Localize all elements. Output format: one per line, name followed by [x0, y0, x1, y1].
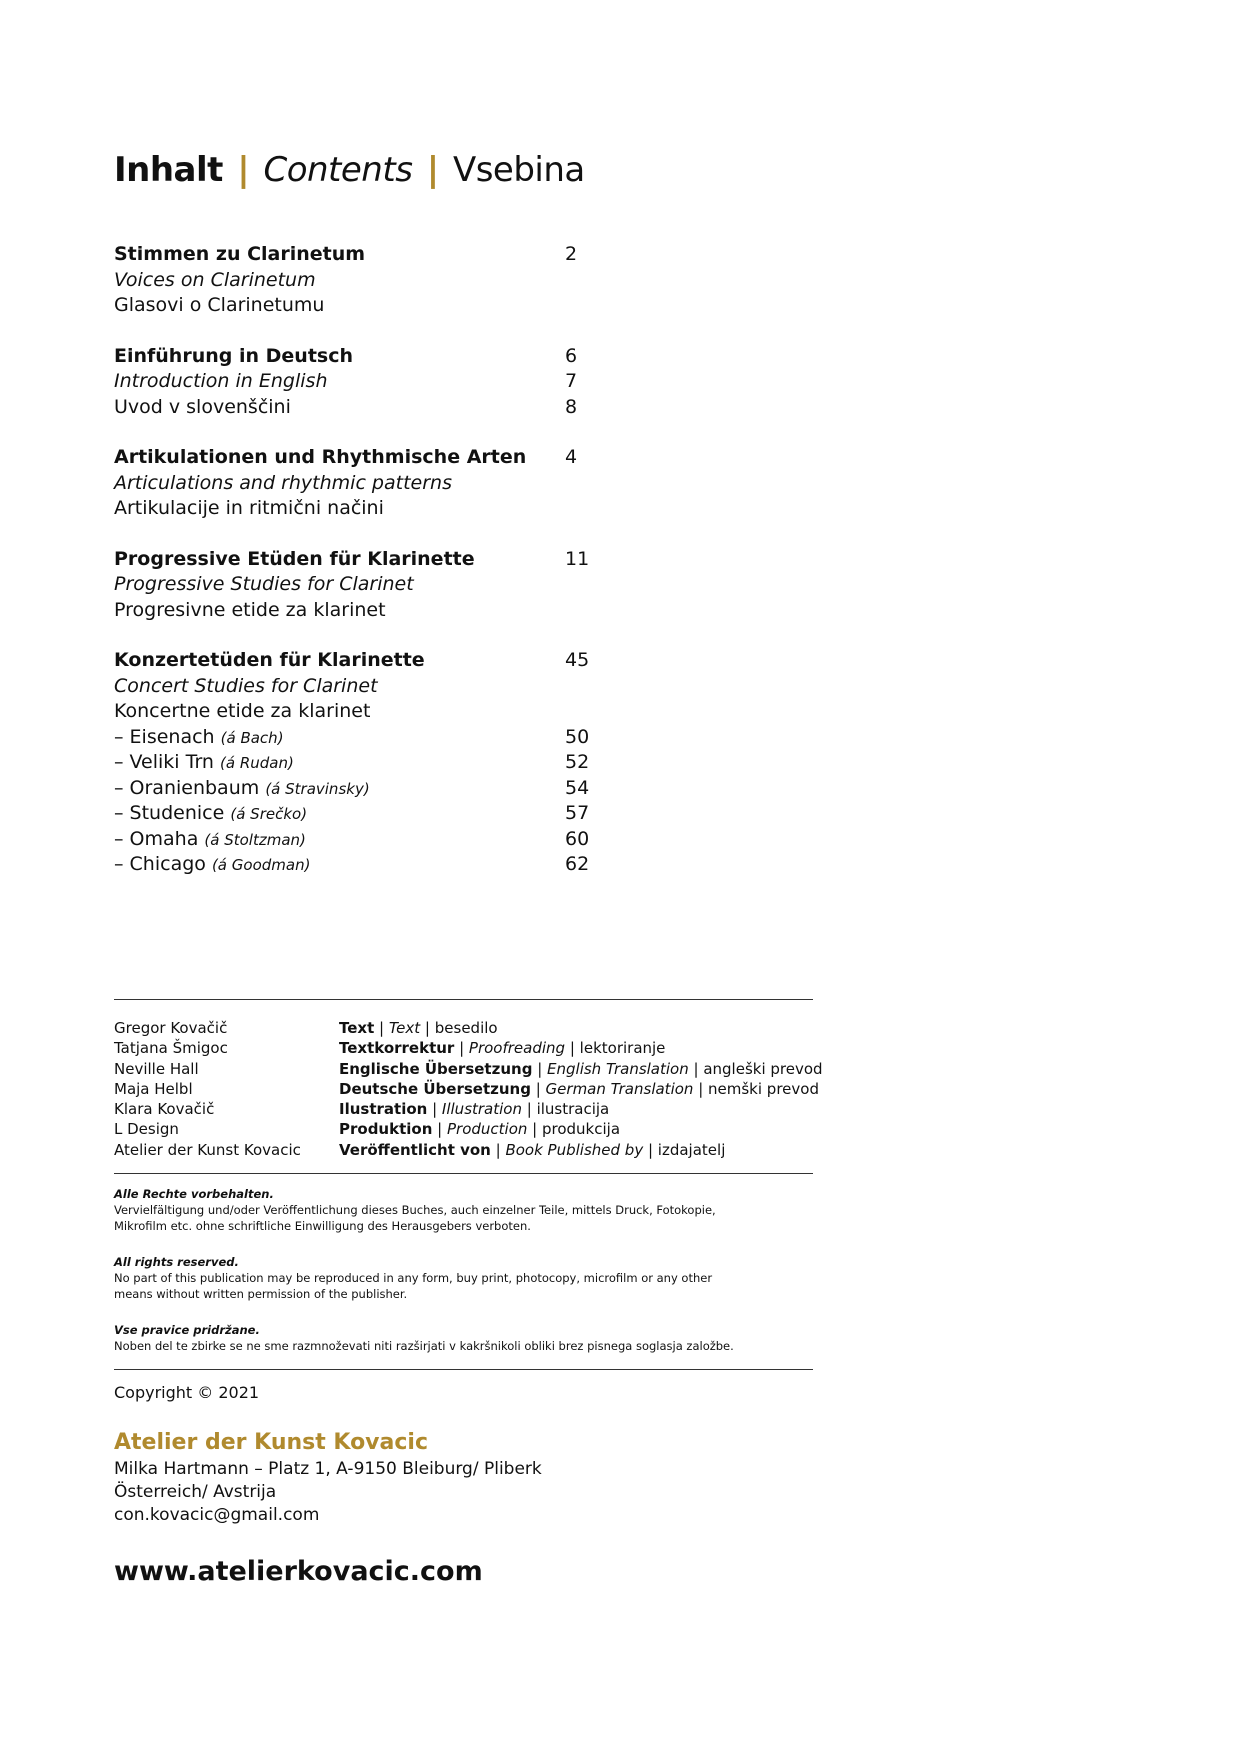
role-separator: | — [521, 1100, 537, 1119]
concert-study-author: (á Rudan) — [220, 754, 294, 772]
rights-text: No part of this publication may be reproduced in any form, buy print, photocopy, microfilm or any other — [114, 1271, 713, 1285]
toc-entry-sl: Artikulacije in ritmični načini — [114, 497, 384, 519]
divider — [114, 999, 813, 1000]
credit-role — [339, 1018, 498, 1038]
toc-entry-sl: Uvod v slovenščini — [114, 395, 291, 418]
toc-page-number: 2 — [565, 243, 578, 265]
concert-study-title: – Veliki Trn — [114, 751, 214, 773]
toc-entry[interactable] — [114, 395, 814, 421]
role-separator: | — [688, 1059, 704, 1078]
rights-heading: Alle Rechte vorbehalten. — [114, 1187, 274, 1201]
role-de: Textkorrektur — [339, 1039, 455, 1058]
rights-heading: Vse pravice pridržane. — [114, 1323, 260, 1337]
concert-study-title: – Eisenach — [114, 725, 215, 748]
toc-group — [114, 648, 814, 878]
copyright: Copyright © 2021 — [114, 1383, 260, 1402]
title-separator: | — [237, 150, 250, 190]
toc-entry-de: Einführung in Deutsch — [114, 344, 353, 367]
role-sl: produkcija — [541, 1120, 621, 1139]
concert-study-item[interactable] — [114, 827, 814, 853]
toc-entry[interactable] — [114, 293, 814, 319]
toc-entry-de: Artikulationen und Rhythmische Arten — [114, 446, 527, 468]
role-sl: nemški prevod — [708, 1079, 819, 1098]
toc-entry[interactable] — [114, 445, 814, 471]
role-en: Book Published by — [505, 1140, 644, 1159]
publisher-name: Atelier der Kunst Kovacic — [114, 1430, 428, 1455]
concert-study-author: (á Stoltzman) — [204, 830, 306, 849]
toc-page-number: 4 — [565, 446, 578, 468]
toc-entry[interactable] — [114, 699, 814, 725]
publisher-address: Milka Hartmann – Platz 1, A-9150 Bleiburg/ Pliberk — [114, 1459, 542, 1479]
toc-entry-de: Konzertetüden für Klarinette — [114, 649, 425, 671]
toc-page-number: 6 — [565, 344, 578, 367]
concert-study-item[interactable] — [114, 750, 814, 776]
role-en: Text — [388, 1019, 421, 1037]
credit-role — [339, 1140, 725, 1160]
rights-notice-de — [114, 1186, 814, 1234]
credit-person: Gregor Kovačič — [114, 1019, 228, 1037]
toc-entry-sl: Koncertne etide za klarinet — [114, 700, 371, 722]
role-separator: | — [643, 1140, 658, 1159]
role-en: German Translation — [545, 1079, 694, 1098]
toc-group — [114, 547, 814, 624]
toc-entry-sl: Glasovi o Clarinetumu — [114, 294, 325, 316]
role-separator: | — [527, 1120, 542, 1139]
concert-study-item[interactable] — [114, 776, 814, 802]
toc-page-number: 50 — [565, 725, 590, 748]
rights-text: Mikrofilm etc. ohne schriftliche Einwilligung des Herausgebers verboten. — [114, 1219, 531, 1233]
title-de: Inhalt — [114, 150, 223, 190]
credit-row — [114, 1059, 823, 1079]
toc-entry-en: Concert Studies for Clarinet — [114, 674, 378, 697]
role-de: Veröffentlicht von — [339, 1140, 491, 1159]
toc-page-number: 7 — [565, 370, 578, 392]
role-sl: lektoriranje — [579, 1039, 666, 1058]
toc-entry[interactable] — [114, 648, 814, 674]
rights-text: means without written permission of the publisher. — [114, 1287, 408, 1301]
role-sl: ilustracija — [536, 1100, 610, 1119]
credit-row — [114, 1079, 819, 1099]
role-de: Deutsche Übersetzung — [339, 1079, 531, 1098]
role-sl: besedilo — [434, 1019, 498, 1037]
credits-list — [114, 1018, 823, 1160]
rights-notice-en — [114, 1254, 814, 1302]
credit-role — [339, 1059, 823, 1079]
rights-notice-sl — [114, 1322, 814, 1354]
toc-entry-sl: Progresivne etide za klarinet — [114, 598, 386, 621]
toc-entry[interactable] — [114, 496, 814, 522]
rights-text: Vervielfältigung und/oder Veröffentlichung dieses Buches, auch einzelner Teile, mittels Druck, Fotokopie, — [114, 1203, 716, 1217]
concert-study-title: – Oranienbaum — [114, 776, 260, 799]
role-separator: | — [565, 1039, 580, 1058]
credit-row — [114, 1099, 814, 1119]
toc-entry-en: Articulations and rhythmic patterns — [114, 471, 452, 494]
credit-row — [114, 1038, 814, 1058]
credit-person: Tatjana Šmigoc — [114, 1039, 228, 1058]
concert-study-author: (á Stravinsky) — [265, 779, 370, 798]
toc-entry-de: Progressive Etüden für Klarinette — [114, 547, 475, 570]
credit-person: Atelier der Kunst Kovacic — [114, 1140, 301, 1159]
publisher-email[interactable]: con.kovacic@gmail.com — [114, 1505, 320, 1525]
role-separator: | — [420, 1019, 435, 1037]
credit-role — [339, 1038, 665, 1058]
credit-person: L Design — [114, 1120, 179, 1139]
concert-study-title: – Studenice — [114, 802, 225, 824]
publisher-country: Österreich/ Avstrija — [114, 1482, 277, 1502]
role-separator: | — [490, 1140, 506, 1159]
toc-entry[interactable] — [114, 268, 814, 294]
title-separator: | — [426, 150, 439, 190]
credit-row — [114, 1140, 814, 1160]
role-en: Illustration — [441, 1100, 522, 1119]
role-de: Ilustration — [339, 1100, 428, 1119]
divider — [114, 1173, 813, 1174]
toc-page-number: 60 — [565, 827, 590, 850]
toc-group — [114, 445, 814, 522]
concert-study-item[interactable] — [114, 725, 814, 751]
rights-heading: All rights reserved. — [114, 1255, 239, 1269]
toc-entry[interactable] — [114, 674, 814, 700]
title-en: Contents — [263, 150, 413, 190]
role-sl: izdajatelj — [657, 1140, 726, 1159]
concert-study-author: (á Bach) — [220, 728, 284, 747]
toc-page-number: 45 — [565, 649, 590, 671]
toc-entry[interactable] — [114, 547, 814, 573]
concert-study-item[interactable] — [114, 801, 814, 827]
toc-entry-en: Introduction in English — [114, 370, 328, 392]
role-separator: | — [693, 1079, 709, 1098]
toc-page-number: 8 — [565, 395, 578, 418]
toc-group — [114, 344, 814, 421]
role-separator: | — [532, 1059, 548, 1078]
credit-person: Maja Helbl — [114, 1079, 193, 1098]
role-en: Proofreading — [468, 1039, 566, 1058]
credit-role — [339, 1099, 609, 1119]
credit-person: Neville Hall — [114, 1059, 199, 1078]
role-separator: | — [432, 1120, 447, 1139]
rights-text: Noben del te zbirke se ne sme razmnoževati niti razširjati v kakršnikoli obliki brez pisnega soglasja založbe. — [114, 1339, 734, 1353]
page-title — [114, 150, 585, 190]
role-de: Englische Übersetzung — [339, 1059, 533, 1078]
toc-entry[interactable] — [114, 369, 814, 395]
divider — [114, 1369, 813, 1370]
role-separator: | — [454, 1039, 469, 1058]
toc-entry[interactable] — [114, 471, 814, 497]
role-separator: | — [427, 1100, 442, 1119]
publisher-block — [114, 1428, 542, 1527]
toc-entry-de: Stimmen zu Clarinetum — [114, 243, 366, 265]
concert-study-item[interactable] — [114, 852, 814, 878]
toc-entry[interactable] — [114, 598, 814, 624]
concert-study-title: – Omaha — [114, 827, 199, 850]
concert-study-title: – Chicago — [114, 853, 206, 875]
toc-entry[interactable] — [114, 344, 814, 370]
role-de: Text — [339, 1019, 375, 1037]
table-of-contents — [114, 242, 814, 903]
toc-page-number: 11 — [565, 547, 590, 570]
title-sl: Vsebina — [452, 150, 585, 190]
credit-role — [339, 1079, 819, 1099]
toc-page-number: 62 — [565, 853, 590, 875]
website-link[interactable]: www.atelierkovacic.com — [114, 1556, 483, 1587]
toc-page-number: 57 — [565, 802, 590, 824]
concert-study-author: (á Srečko) — [230, 805, 308, 823]
toc-group — [114, 242, 814, 319]
toc-entry[interactable] — [114, 572, 814, 598]
concert-study-author: (á Goodman) — [211, 856, 311, 874]
credit-role — [339, 1119, 620, 1139]
role-en: English Translation — [547, 1059, 689, 1078]
toc-entry-en: Progressive Studies for Clarinet — [114, 573, 414, 595]
toc-page-number: 52 — [565, 751, 590, 773]
toc-entry[interactable] — [114, 242, 814, 268]
credit-row — [114, 1119, 814, 1139]
role-separator: | — [530, 1079, 546, 1098]
role-sl: angleški prevod — [703, 1059, 823, 1078]
credit-person: Klara Kovačič — [114, 1100, 215, 1119]
toc-entry-en: Voices on Clarinetum — [114, 268, 316, 291]
credit-row — [114, 1018, 814, 1038]
role-en: Production — [446, 1120, 528, 1139]
role-de: Produktion — [339, 1120, 433, 1139]
role-separator: | — [374, 1019, 389, 1037]
toc-page-number: 54 — [565, 776, 590, 799]
